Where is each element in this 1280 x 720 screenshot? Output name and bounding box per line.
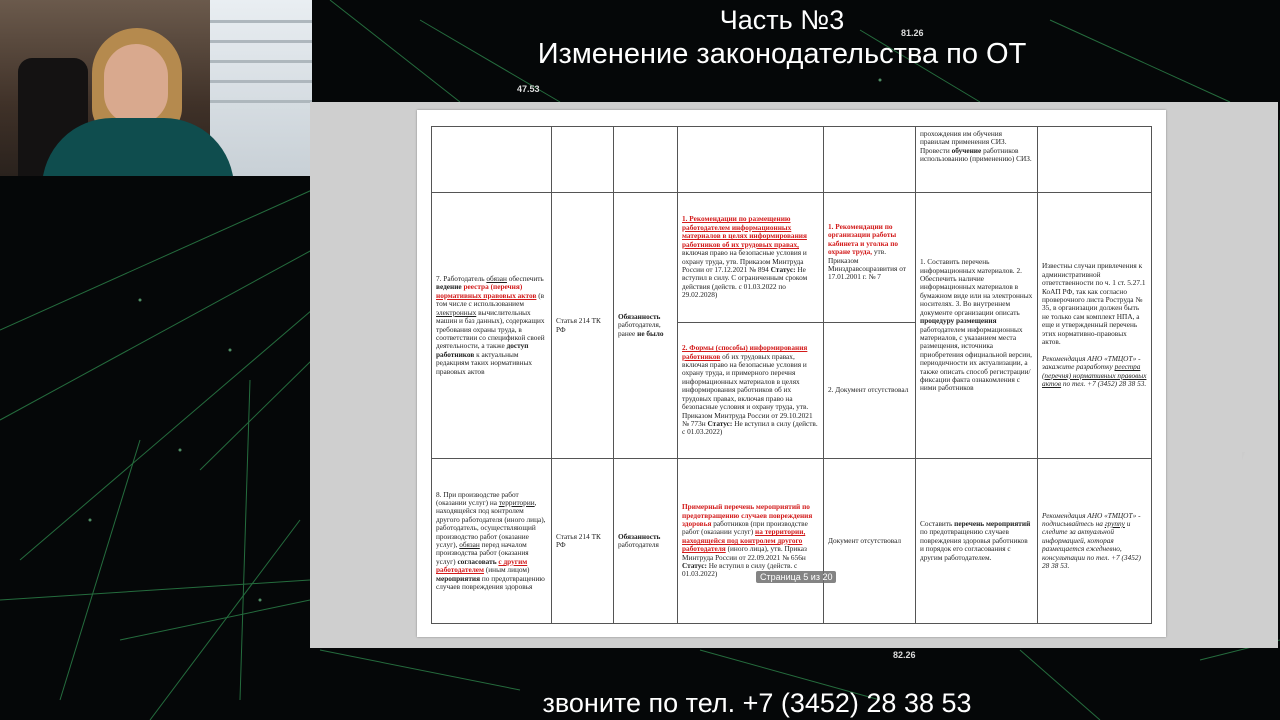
table-row [432, 127, 1152, 193]
table-row [432, 459, 1152, 624]
table-cell: 8. При производстве работ (оказании услуг) на территории, находящейся под контролем другого работодателя (иного лица), работодатель, осуществляющий производство работ (оказание услуг), обязан перед началом производства работ (оказания услуг) согласовать с другим работодателем (иным лицом) мероприятия по предотвращению случаев повреждения здоровья [432, 459, 552, 624]
title-topic: Изменение законодательства по ОТ [537, 38, 1027, 70]
table-cell: 1. Составить перечень информационных материалов. 2. Обеспечить наличие информационных материалов в бумажном виде или на электронных носителях. 3. Во внутреннем документе организации описать процедуру размещения работодателем информационных материалов, с указанием места размещения, источника приобретения официальной версии, периодичности их актуализации, а также описать способ регистрации/фиксации факта ознакомления с ними работников [916, 193, 1038, 459]
table-row [432, 193, 1152, 323]
slide-title [312, 4, 1252, 72]
table-cell: прохождения им обучения правилам применения СИЗ. Провести обучение работников использованию (применению) СИЗ. [916, 127, 1038, 193]
table-cell: 1. Рекомендации по организации работы кабинета и уголка по охране труда, утв. Приказом Минздравсоцразвития от 17.01.2001 г. № 7 [824, 193, 916, 323]
webcam-window [210, 0, 312, 176]
table-cell: Обязанность работодателя [614, 459, 678, 624]
background-tag: 81.26 [901, 28, 924, 38]
table-cell: 2. Документ отсутствовал [824, 323, 916, 459]
table-cell: Документ отсутствовал [824, 459, 916, 624]
page-indicator: Страница 5 из 20 [756, 571, 836, 583]
table-cell: Рекомендация АНО «ТМЦОТ» - подписывайтесь на группу и следите за актуальной информацией, которая размещается ежедневно, консультации по тел. +7 (3452) 28 38 53. [1038, 459, 1152, 624]
table-cell: Статья 214 ТК РФ [552, 193, 614, 459]
mouse-cursor-icon [1242, 452, 1245, 460]
footer-phone: звоните по тел. +7 (3452) 28 38 53 [542, 688, 972, 718]
background-tag: 82.26 [893, 650, 916, 660]
table-cell: Примерный перечень мероприятий по предотвращению случаев повреждения здоровья работников (при производстве работ (оказании услуг) на территории, находящейся под контролем другого работодателя (иного лица), утв. Приказ Минтруда России от 22.09.2021 № 656н Статус: Не вступил в силу (действ. с 01.03.2022) [678, 459, 824, 624]
presenter-webcam [0, 0, 312, 176]
background-tag: 47.53 [517, 84, 540, 94]
title-part: Часть №3 [719, 5, 845, 35]
legislation-table [431, 126, 1152, 624]
table-cell: Известны случаи привлечения к административной ответственности по ч. 1 ст. 5.27.1 КоАП РФ, так как согласно проверочного листа Роструда № 35, в организации должен быть не только сам комплект НПА, а еще и утвержденный перечень этих нормативно-правовых актов. Рекомендация АНО «ТМЦОТ» - закажите разработку реестра (перечня) нормативных правовых актов по тел. +7 (3452) 28 38 53. [1038, 193, 1152, 459]
table-cell: Обязанность работодателя, ранее не было [614, 193, 678, 459]
table-cell: Статья 214 ТК РФ [552, 459, 614, 624]
presenter-face [104, 44, 168, 124]
table-cell: 7. Работодатель обязан обеспечить ведение реестра (перечня) нормативных правовых актов (в том числе с использованием электронных вычислительных машин и баз данных), содержащих требования охраны труда, в соответствии со спецификой своей деятельности, а также доступ работников к актуальным редакциям таких нормативных правовых актов [432, 193, 552, 459]
document-page [417, 110, 1166, 637]
table-cell: Составить перечень мероприятий по предотвращению случаев повреждения здоровья работников и порядок его согласования с другим работодателем. [916, 459, 1038, 624]
table-cell: 1. Рекомендации по размещению работодателем информационных материалов в целях информирования работников об их трудовых правах, включая право на безопасные условия и охрану труда, утв. Приказом Минтруда России от 17.12.2021 № 894 Статус: Не вступил в силу. С ограниченным сроком действия (действ. с 01.03.2022 по 29.02.2028) [678, 193, 824, 323]
table-cell: 2. Формы (способы) информирования работников об их трудовых правах, включая право на безопасные условия и охрану труда, и примерного перечня информационных материалов в целях информирования работников об их трудовых правах, включая право на безопасные условия и охрану труда, утв. Приказом Минтруда России от 29.10.2021 № 773н Статус: Не вступил в силу (действ. с 01.03.2022) [678, 323, 824, 459]
